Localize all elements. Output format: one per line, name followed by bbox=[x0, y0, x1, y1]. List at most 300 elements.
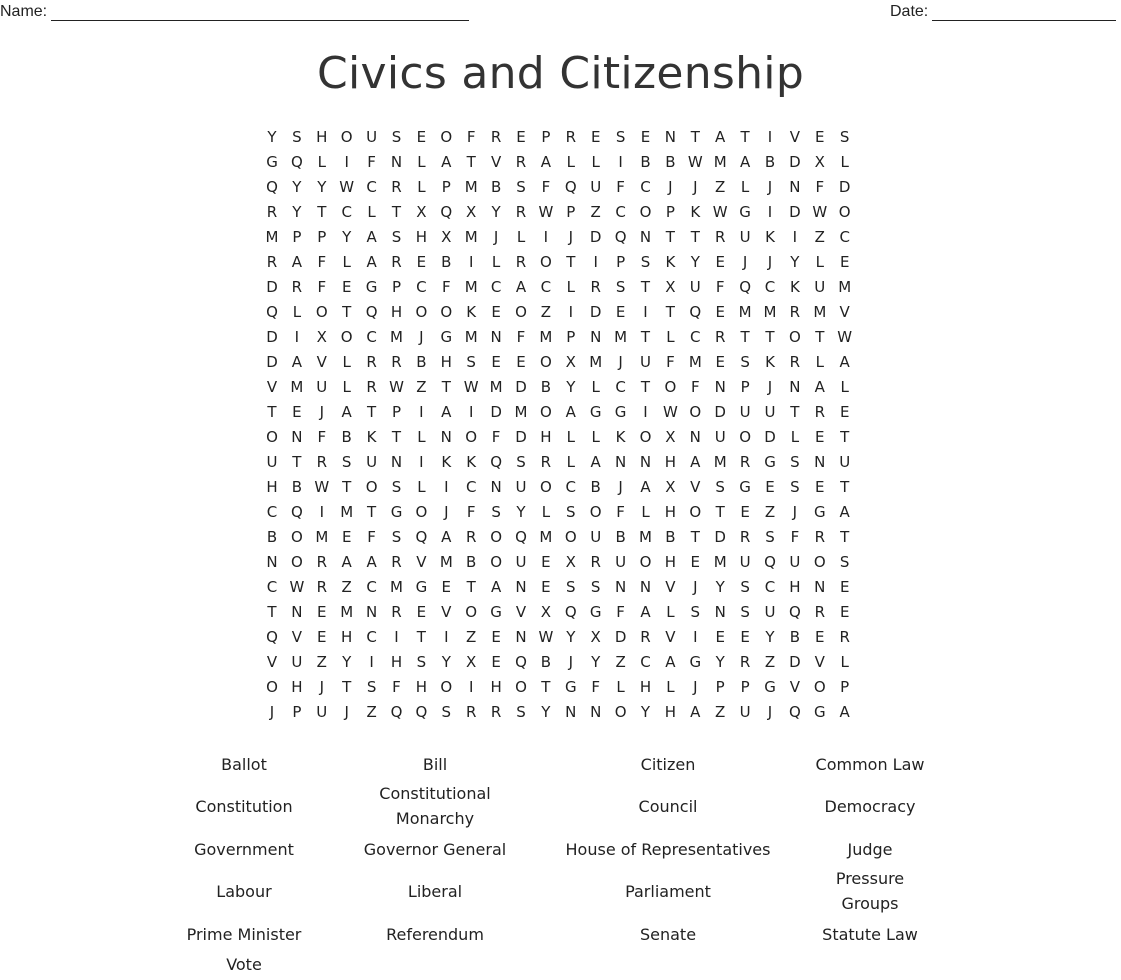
grid-letter: F bbox=[815, 178, 825, 196]
grid-letter: K bbox=[789, 278, 800, 296]
grid-letter: L bbox=[292, 303, 302, 321]
grid-letter: M bbox=[713, 453, 727, 471]
grid-letter: I bbox=[543, 228, 549, 246]
grid-letter: O bbox=[639, 428, 652, 446]
grid-letter: L bbox=[840, 378, 849, 396]
grid-letter: P bbox=[317, 228, 327, 246]
grid-letter: D bbox=[515, 428, 527, 446]
grid-letter: R bbox=[789, 303, 801, 321]
grid-letter: G bbox=[689, 653, 702, 671]
word-list-item bbox=[558, 794, 778, 819]
grid-letter: T bbox=[441, 378, 451, 396]
grid-letter: O bbox=[440, 678, 453, 696]
word-list-item-line: Ballot bbox=[221, 754, 267, 774]
grid-letter: G bbox=[440, 328, 453, 346]
word-list-item bbox=[325, 752, 545, 777]
grid-letter: I bbox=[693, 628, 698, 646]
grid-letter: C bbox=[266, 578, 278, 596]
grid-letter: O bbox=[365, 478, 378, 496]
grid-letter: A bbox=[715, 128, 726, 146]
grid-letter: K bbox=[466, 303, 477, 321]
grid-letter: G bbox=[365, 278, 378, 296]
grid-letter: V bbox=[515, 603, 527, 621]
grid-letter: J bbox=[419, 328, 424, 346]
word-list-item-line: Pressure bbox=[835, 869, 905, 888]
grid-letter: G bbox=[490, 603, 502, 621]
grid-letter: T bbox=[740, 128, 750, 146]
grid-letter: P bbox=[391, 403, 402, 421]
grid-letter: I bbox=[767, 203, 773, 221]
word-list-item-line: Labour bbox=[216, 881, 272, 901]
grid-letter: V bbox=[814, 653, 825, 671]
grid-letter: T bbox=[267, 403, 277, 421]
grid-letter: N bbox=[440, 428, 452, 446]
grid-letter: N bbox=[390, 153, 403, 171]
word-list-item-line: House of Representatives bbox=[565, 839, 771, 859]
grid-letter: Z bbox=[814, 228, 825, 246]
grid-letter: M bbox=[390, 328, 403, 346]
grid-letter: E bbox=[317, 603, 327, 621]
word-list-item-line: Prime Minister bbox=[186, 924, 302, 944]
grid-letter: Q bbox=[764, 553, 776, 571]
grid-letter: T bbox=[416, 628, 426, 646]
grid-letter: F bbox=[392, 678, 401, 696]
grid-letter: T bbox=[367, 403, 377, 421]
grid-letter: O bbox=[465, 428, 478, 446]
grid-letter: O bbox=[490, 553, 502, 571]
grid-letter: T bbox=[640, 328, 651, 346]
grid-letter: L bbox=[566, 278, 575, 296]
grid-letter: U bbox=[515, 478, 527, 496]
grid-letter: H bbox=[490, 678, 502, 696]
grid-letter: D bbox=[838, 178, 851, 196]
grid-letter: L bbox=[840, 653, 849, 671]
grid-letter: O bbox=[614, 703, 627, 721]
grid-letter: L bbox=[740, 178, 750, 196]
grid-letter: W bbox=[712, 203, 728, 221]
grid-letter: Z bbox=[466, 628, 477, 646]
grid-letter: O bbox=[739, 428, 751, 446]
grid-letter: H bbox=[390, 653, 403, 671]
grid-letter: H bbox=[266, 478, 278, 496]
grid-letter: L bbox=[417, 478, 426, 496]
grid-letter: J bbox=[444, 503, 449, 521]
grid-letter: C bbox=[266, 503, 278, 521]
grid-letter: D bbox=[490, 403, 502, 421]
grid-letter: X bbox=[665, 428, 676, 446]
grid-letter: O bbox=[689, 503, 702, 521]
grid-letter: L bbox=[342, 253, 351, 271]
grid-letter: B bbox=[665, 528, 676, 546]
grid-letter: Q bbox=[266, 178, 278, 196]
grid-letter: M bbox=[464, 328, 478, 346]
grid-letter: E bbox=[815, 478, 825, 496]
grid-letter: Q bbox=[266, 303, 278, 321]
grid-letter: R bbox=[565, 128, 577, 146]
grid-letter: N bbox=[390, 453, 403, 471]
grid-letter: M bbox=[763, 303, 777, 321]
grid-letter: D bbox=[789, 653, 801, 671]
grid-letter: Z bbox=[615, 653, 626, 671]
grid-letter: L bbox=[491, 253, 501, 271]
grid-letter: U bbox=[839, 453, 851, 471]
grid-letter: R bbox=[714, 328, 726, 346]
grid-letter: H bbox=[789, 578, 801, 596]
grid-letter: J bbox=[568, 653, 574, 671]
grid-letter: B bbox=[291, 478, 303, 496]
word-list-item bbox=[325, 837, 545, 862]
grid-letter: R bbox=[814, 403, 826, 421]
grid-letter: Y bbox=[765, 628, 775, 646]
grid-letter: T bbox=[815, 328, 825, 346]
grid-letter: R bbox=[266, 203, 278, 221]
grid-letter: B bbox=[540, 378, 552, 396]
grid-letter: C bbox=[565, 478, 577, 496]
grid-letter: N bbox=[515, 628, 527, 646]
grid-letter: H bbox=[415, 228, 428, 246]
grid-letter: O bbox=[539, 478, 552, 496]
grid-letter: S bbox=[790, 478, 800, 496]
grid-letter: O bbox=[490, 528, 502, 546]
grid-letter: A bbox=[441, 528, 452, 546]
grid-letter: E bbox=[715, 253, 725, 271]
grid-letter: X bbox=[814, 153, 825, 171]
grid-letter: S bbox=[391, 528, 402, 546]
grid-letter: W bbox=[812, 203, 828, 221]
grid-letter: E bbox=[740, 628, 750, 646]
grid-letter: B bbox=[466, 553, 477, 571]
grid-letter: T bbox=[690, 128, 700, 146]
grid-letter: J bbox=[493, 228, 499, 246]
grid-letter: L bbox=[815, 253, 824, 271]
grid-letter: J bbox=[344, 703, 349, 721]
grid-letter: I bbox=[618, 153, 623, 171]
grid-letter: A bbox=[640, 603, 651, 621]
grid-letter: F bbox=[516, 328, 526, 346]
grid-letter: J bbox=[618, 478, 623, 496]
grid-letter: E bbox=[317, 628, 327, 646]
grid-letter: R bbox=[366, 378, 377, 396]
grid-letter: K bbox=[366, 428, 377, 446]
grid-letter: H bbox=[664, 503, 677, 521]
grid-letter: X bbox=[316, 328, 327, 346]
grid-letter: X bbox=[665, 478, 676, 496]
grid-letter: C bbox=[366, 178, 377, 196]
grid-letter: O bbox=[315, 303, 328, 321]
grid-letter: M bbox=[340, 603, 354, 621]
word-list-item bbox=[325, 922, 545, 947]
grid-letter: V bbox=[789, 128, 801, 146]
date-label: Date: bbox=[890, 3, 929, 20]
grid-letter: M bbox=[539, 528, 553, 546]
grid-letter: I bbox=[369, 653, 374, 671]
grid-letter: G bbox=[564, 678, 577, 696]
grid-letter: G bbox=[764, 678, 776, 696]
grid-letter: T bbox=[690, 228, 700, 246]
word-list-item-line: Governor General bbox=[363, 839, 507, 859]
grid-letter: N bbox=[614, 453, 627, 471]
grid-letter: S bbox=[366, 678, 377, 696]
word-list-item-line: Democracy bbox=[824, 796, 916, 816]
grid-letter: R bbox=[465, 528, 477, 546]
word-list-item-line: Statute Law bbox=[822, 924, 918, 944]
grid-letter: E bbox=[839, 603, 850, 621]
grid-letter: R bbox=[391, 353, 402, 371]
grid-letter: T bbox=[840, 478, 850, 496]
grid-letter: E bbox=[590, 128, 601, 146]
grid-letter: E bbox=[416, 603, 427, 621]
grid-letter: B bbox=[665, 153, 676, 171]
grid-letter: E bbox=[416, 128, 427, 146]
word-list-item-line: Referendum bbox=[386, 924, 484, 944]
grid-letter: M bbox=[713, 553, 727, 571]
grid-letter: A bbox=[814, 378, 825, 396]
grid-letter: I bbox=[792, 228, 798, 246]
grid-letter: A bbox=[690, 703, 701, 721]
grid-letter: S bbox=[566, 578, 576, 596]
grid-letter: L bbox=[342, 378, 351, 396]
grid-letter: U bbox=[739, 403, 751, 421]
grid-letter: F bbox=[690, 378, 700, 396]
grid-letter: S bbox=[765, 528, 775, 546]
grid-letter: J bbox=[618, 353, 623, 371]
grid-letter: F bbox=[367, 528, 376, 546]
grid-letter: T bbox=[267, 603, 277, 621]
grid-letter: O bbox=[266, 678, 278, 696]
grid-letter: Z bbox=[764, 503, 776, 521]
grid-letter: Z bbox=[540, 303, 552, 321]
grid-letter: E bbox=[491, 628, 501, 646]
grid-letter: N bbox=[814, 578, 826, 596]
grid-letter: Z bbox=[316, 653, 327, 671]
grid-letter: S bbox=[466, 353, 476, 371]
grid-letter: E bbox=[815, 428, 825, 446]
grid-letter: D bbox=[266, 353, 278, 371]
word-list-item-line: Government bbox=[194, 839, 294, 859]
grid-letter: X bbox=[665, 278, 676, 296]
grid-letter: C bbox=[465, 478, 477, 496]
grid-letter: R bbox=[291, 278, 303, 296]
grid-letter: D bbox=[266, 328, 278, 346]
grid-letter: M bbox=[265, 228, 279, 246]
grid-letter: J bbox=[767, 703, 773, 721]
grid-letter: M bbox=[464, 178, 478, 196]
grid-letter: H bbox=[415, 678, 428, 696]
grid-letter: K bbox=[665, 253, 676, 271]
grid-letter: N bbox=[664, 128, 676, 146]
grid-letter: O bbox=[639, 203, 652, 221]
grid-letter: B bbox=[490, 178, 502, 196]
grid-letter: L bbox=[516, 228, 526, 246]
grid-letter: M bbox=[439, 553, 453, 571]
grid-letter: M bbox=[589, 353, 603, 371]
grid-letter: T bbox=[740, 328, 750, 346]
grid-letter: R bbox=[540, 453, 552, 471]
grid-letter: T bbox=[765, 328, 775, 346]
grid-letter: B bbox=[764, 153, 776, 171]
grid-letter: S bbox=[615, 128, 626, 146]
grid-letter: E bbox=[615, 303, 626, 321]
grid-letter: S bbox=[516, 453, 526, 471]
grid-letter: E bbox=[715, 353, 725, 371]
word-list-item-line: Constitutional bbox=[379, 784, 491, 803]
grid-letter: D bbox=[789, 153, 801, 171]
grid-letter: A bbox=[565, 403, 576, 421]
grid-letter: P bbox=[740, 678, 750, 696]
grid-letter: E bbox=[715, 628, 725, 646]
word-list-item bbox=[134, 922, 354, 947]
grid-letter: N bbox=[590, 703, 602, 721]
grid-letter: M bbox=[838, 278, 852, 296]
grid-letter: E bbox=[541, 578, 551, 596]
grid-letter: G bbox=[589, 603, 602, 621]
grid-letter: D bbox=[614, 628, 627, 646]
grid-letter: J bbox=[269, 703, 275, 721]
grid-letter: B bbox=[640, 153, 651, 171]
grid-letter: Q bbox=[440, 203, 453, 221]
grid-letter: S bbox=[715, 478, 725, 496]
grid-letter: W bbox=[662, 403, 678, 421]
grid-letter: C bbox=[416, 278, 427, 296]
grid-letter: L bbox=[840, 153, 849, 171]
grid-letter: U bbox=[590, 178, 602, 196]
grid-letter: E bbox=[516, 128, 526, 146]
word-list-item bbox=[760, 837, 980, 862]
grid-letter: N bbox=[614, 578, 627, 596]
grid-letter: U bbox=[789, 553, 801, 571]
grid-letter: L bbox=[342, 353, 351, 371]
grid-letter: F bbox=[466, 503, 476, 521]
grid-letter: H bbox=[316, 128, 328, 146]
grid-letter: N bbox=[639, 578, 652, 596]
grid-letter: F bbox=[616, 503, 625, 521]
grid-letter: I bbox=[444, 628, 449, 646]
grid-letter: A bbox=[690, 453, 701, 471]
grid-letter: E bbox=[690, 553, 701, 571]
grid-letter: C bbox=[615, 378, 626, 396]
grid-letter: Q bbox=[415, 703, 428, 721]
grid-letter: U bbox=[366, 453, 378, 471]
grid-letter: I bbox=[468, 253, 474, 271]
grid-letter: J bbox=[767, 378, 773, 396]
grid-letter: M bbox=[390, 578, 403, 596]
grid-letter: L bbox=[790, 428, 800, 446]
grid-letter: Y bbox=[566, 378, 576, 396]
grid-letter: H bbox=[664, 453, 677, 471]
grid-letter: U bbox=[640, 353, 651, 371]
grid-letter: L bbox=[666, 678, 675, 696]
grid-letter: W bbox=[837, 328, 853, 346]
grid-letter: G bbox=[415, 578, 428, 596]
grid-letter: Z bbox=[764, 653, 776, 671]
grid-letter: L bbox=[566, 453, 575, 471]
grid-letter: C bbox=[615, 203, 626, 221]
grid-letter: W bbox=[339, 178, 355, 196]
grid-letter: A bbox=[341, 553, 352, 571]
grid-letter: A bbox=[366, 228, 377, 246]
grid-letter: I bbox=[419, 403, 424, 421]
grid-letter: J bbox=[668, 178, 673, 196]
grid-letter: L bbox=[566, 428, 575, 446]
grid-letter: A bbox=[739, 153, 751, 171]
grid-letter: T bbox=[665, 228, 675, 246]
grid-letter: L bbox=[566, 153, 575, 171]
grid-letter: Q bbox=[290, 153, 303, 171]
grid-letter: A bbox=[366, 553, 377, 571]
grid-letter: V bbox=[441, 603, 452, 621]
grid-letter: X bbox=[565, 553, 576, 571]
grid-letter: M bbox=[514, 403, 528, 421]
grid-letter: R bbox=[739, 453, 751, 471]
grid-letter: I bbox=[593, 253, 598, 271]
grid-letter: P bbox=[740, 378, 750, 396]
grid-letter: H bbox=[291, 678, 303, 696]
grid-letter: R bbox=[789, 353, 801, 371]
grid-letter: R bbox=[590, 553, 601, 571]
grid-letter: Z bbox=[590, 203, 601, 221]
grid-letter: A bbox=[640, 478, 651, 496]
grid-letter: I bbox=[394, 628, 399, 646]
grid-letter: I bbox=[444, 478, 449, 496]
grid-letter: B bbox=[416, 353, 427, 371]
grid-letter: H bbox=[390, 303, 403, 321]
grid-letter: U bbox=[764, 403, 776, 421]
grid-letter: A bbox=[291, 353, 303, 371]
grid-letter: M bbox=[813, 303, 827, 321]
grid-letter: M bbox=[738, 303, 752, 321]
grid-letter: S bbox=[491, 503, 501, 521]
grid-letter: U bbox=[739, 228, 751, 246]
grid-letter: C bbox=[490, 278, 502, 296]
grid-letter: O bbox=[266, 428, 278, 446]
grid-letter: T bbox=[342, 678, 352, 696]
grid-letter: Y bbox=[566, 628, 576, 646]
grid-letter: E bbox=[491, 353, 501, 371]
grid-letter: E bbox=[715, 303, 725, 321]
grid-letter: M bbox=[464, 228, 478, 246]
grid-letter: A bbox=[441, 153, 452, 171]
grid-letter: G bbox=[589, 403, 602, 421]
grid-letter: L bbox=[815, 353, 824, 371]
grid-letter: R bbox=[465, 703, 477, 721]
grid-letter: P bbox=[616, 253, 626, 271]
word-list-item-line: Bill bbox=[422, 754, 448, 774]
word-list-item bbox=[134, 752, 354, 777]
grid-letter: Q bbox=[788, 703, 801, 721]
grid-letter: Q bbox=[788, 603, 801, 621]
grid-letter: V bbox=[839, 303, 850, 321]
grid-letter: R bbox=[366, 353, 377, 371]
grid-letter: E bbox=[341, 278, 352, 296]
grid-letter: O bbox=[813, 678, 826, 696]
grid-letter: X bbox=[441, 228, 452, 246]
grid-letter: T bbox=[790, 403, 800, 421]
grid-letter: C bbox=[366, 328, 377, 346]
grid-letter: A bbox=[839, 503, 850, 521]
grid-letter: Y bbox=[441, 653, 451, 671]
grid-letter: M bbox=[614, 328, 628, 346]
grid-letter: F bbox=[317, 253, 327, 271]
grid-letter: R bbox=[391, 178, 402, 196]
grid-letter: D bbox=[589, 303, 602, 321]
grid-letter: T bbox=[640, 278, 651, 296]
grid-letter: Y bbox=[690, 253, 700, 271]
grid-letter: Y bbox=[342, 228, 352, 246]
word-list-item-line: Senate bbox=[639, 924, 697, 944]
grid-letter: O bbox=[838, 203, 851, 221]
word-list-item bbox=[558, 879, 778, 904]
grid-letter: S bbox=[590, 578, 601, 596]
